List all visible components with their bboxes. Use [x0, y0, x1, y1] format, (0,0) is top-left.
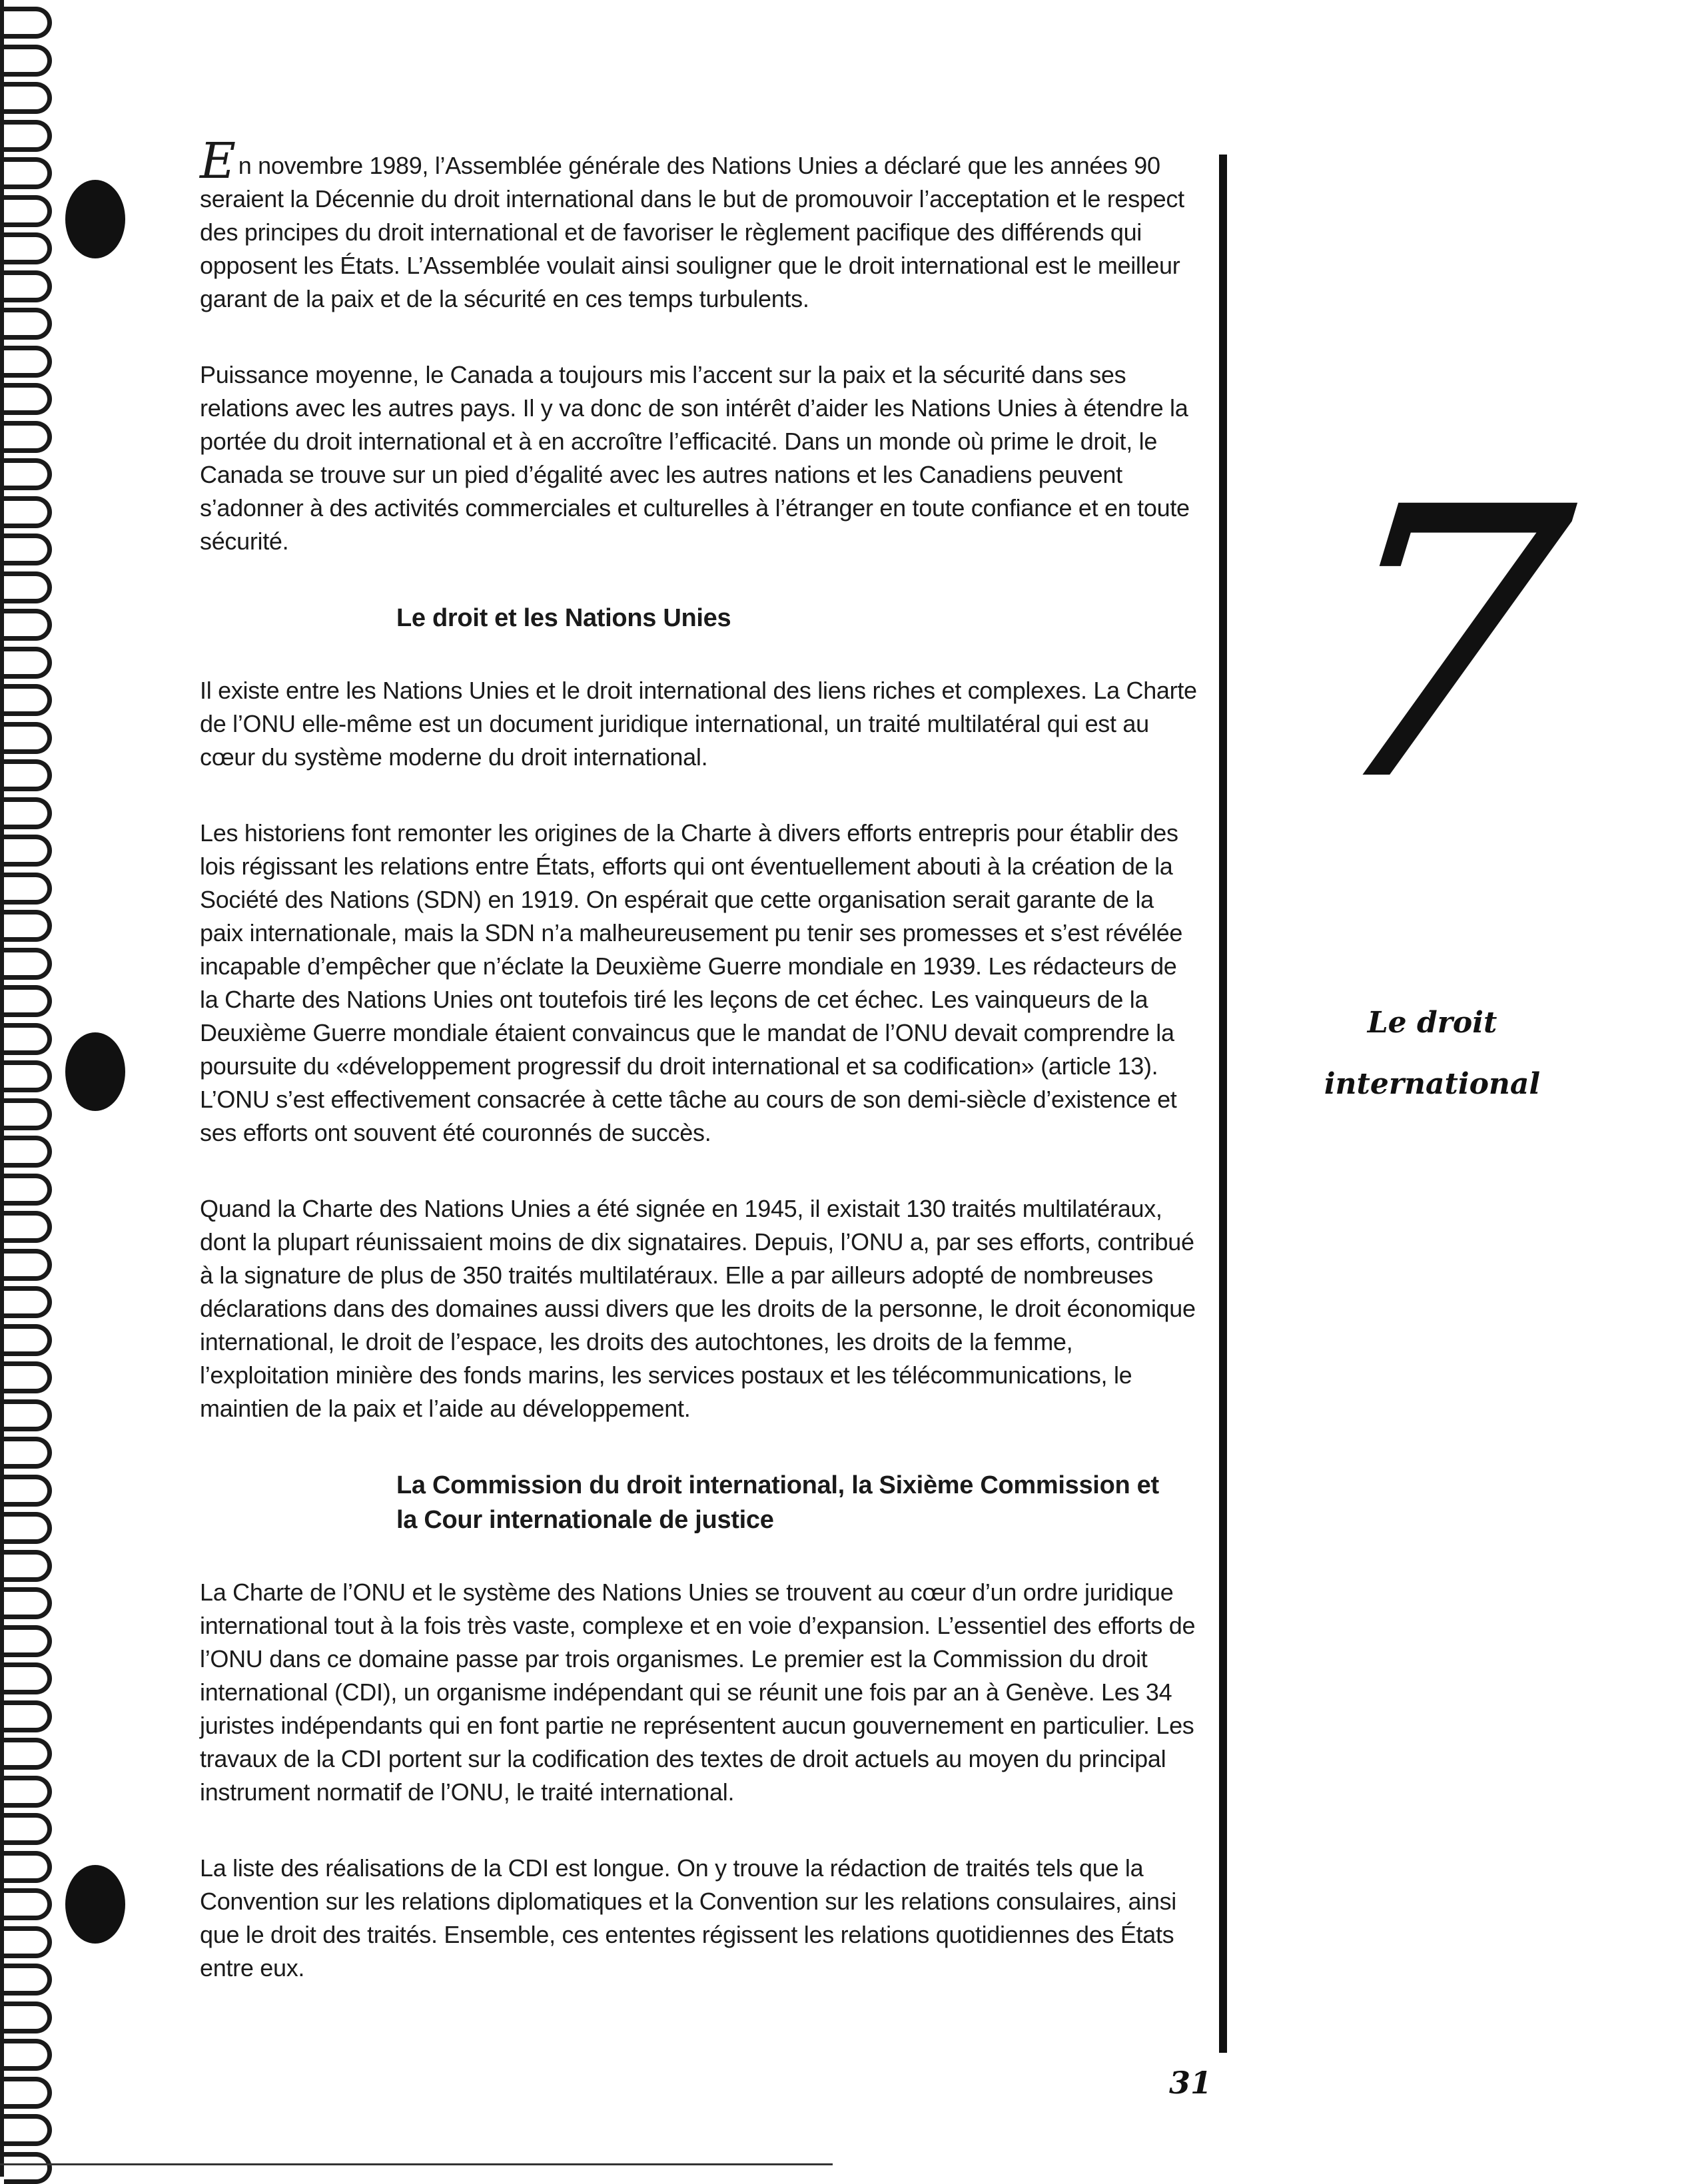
binding-coil: [4, 1700, 52, 1732]
binding-coil: [4, 1361, 52, 1393]
section1-paragraph-1: Il existe entre les Nations Unies et le droit international des liens riches et complexes. La Charte de l’ONU elle-même est un document juridique international, un traité multilatéral qui est au cœur du système moderne du droit international.: [200, 677, 1197, 771]
binding-coil: [4, 7, 52, 39]
binding-coil: [4, 1098, 52, 1130]
binding-coil: [4, 534, 52, 565]
binding-coil: [4, 722, 52, 754]
binding-coil: [4, 1060, 52, 1092]
binding-coil: [4, 647, 52, 679]
binding-coil: [4, 1437, 52, 1469]
binding-coil: [4, 496, 52, 528]
binding-coil: [4, 2039, 52, 2071]
binding-coil: [4, 1587, 52, 1619]
binding-coil: [4, 2152, 52, 2184]
binding-coil: [4, 45, 52, 77]
binding-coil: [4, 1023, 52, 1055]
punch-hole: [65, 1865, 125, 1944]
section-heading-droit-nations-unies: Le droit et les Nations Unies: [396, 604, 731, 632]
binding-coil: [4, 1888, 52, 1920]
binding-coil: [4, 835, 52, 867]
binding-coil: [4, 948, 52, 980]
binding-coil: [4, 2077, 52, 2109]
binding-coil: [4, 1926, 52, 1958]
binding-coil: [4, 2002, 52, 2033]
binding-coil: [4, 684, 52, 716]
binding-coil: [4, 1399, 52, 1431]
binding-coil: [4, 232, 52, 264]
binding-coil: [4, 1964, 52, 1996]
page-bottom-edge: [0, 2163, 833, 2165]
main-text-column: [200, 133, 1199, 2027]
binding-coil: [4, 1512, 52, 1544]
section2-paragraph-2: La liste des réalisations de la CDI est longue. On y trouve la rédaction de traités tels que la Convention sur les relations diplomatiques et la Convention sur les relations consulaires, ainsi que le droit des traités. Ensemble, ces ententes régissent les relations quotidiennes des États entre eux.: [200, 1854, 1176, 1982]
intro-paragraph-1-text: n novembre 1989, l’Assemblée générale des Nations Unies a déclaré que les années 90 seraient la Décennie du droit international dans le but de promouvoir l’acceptation et le respect des principes du droit international et de favoriser le règlement pacifique des différends qui opposent les États. L’Assemblée voulait ainsi souligner que le droit international est le meilleur garant de la paix et de la sécurité en ces temps turbulents.: [200, 152, 1184, 312]
punch-hole: [65, 1032, 125, 1111]
binding-coil: [4, 2114, 52, 2146]
binding-coil: [4, 759, 52, 791]
binding-coil: [4, 1662, 52, 1694]
section1-paragraph-2: Les historiens font remonter les origines de la Charte à divers efforts entrepris pour établir des lois régissant les relations entre États, efforts qui ont éventuellement abouti à la création de la Société des Nations (SDN) en 1919. On espérait que cette organisation serait garante de la paix internationale, mais la SDN n’a malheureusement pu tenir ses promesses et s’est révélée incapable d’empêcher que n’éclate la Deuxième Guerre mondiale en 1939. Les rédacteurs de la Charte des Nations Unies ont toutefois tiré les leçons de cet échec. Les vainqueurs de la Deuxième Guerre mondiale étaient convaincus que le mandat de l’ONU devait comprendre la poursuite du «développement progressif du droit international et sa codification» (article 13). L’ONU s’est effectivement consacrée à cette tâche au cours de son demi-siècle d’existence et ses efforts ont souvent été couronnés de succès.: [200, 819, 1183, 1146]
binding-coil: [4, 1550, 52, 1582]
spiral-binding: [0, 0, 73, 2179]
chapter-title: Le droit international: [1324, 1006, 1541, 1101]
binding-coil: [4, 1851, 52, 1883]
section-heading-commission: La Commission du droit international, la Sixième Commission et la Cour internationale de justice: [396, 1471, 1159, 1534]
binding-coil: [4, 458, 52, 490]
binding-coil: [4, 1813, 52, 1845]
vertical-rule: [1219, 155, 1227, 2053]
binding-coil: [4, 346, 52, 378]
binding-coil: [4, 1625, 52, 1657]
binding-coil: [4, 421, 52, 453]
binding-coil: [4, 1286, 52, 1318]
binding-coil: [4, 910, 52, 942]
binding-coil: [4, 157, 52, 189]
binding-coil: [4, 82, 52, 114]
binding-coil: [4, 1211, 52, 1243]
binding-coil: [4, 1174, 52, 1206]
binding-coil: [4, 797, 52, 829]
drop-cap: E: [200, 133, 236, 190]
section2-paragraph-1: La Charte de l’ONU et le système des Nations Unies se trouvent au cœur d’un ordre juridique international tout à la fois très vaste, complexe et en voie d’expansion. L’essentiel des efforts de l’ONU dans ce domaine passe par trois organismes. Le premier est la Commission du droit international (CDI), un organisme indépendant qui se réunit une fois par an à Genève. Les 34 juristes indépendants qui en font partie ne représentent aucun gouvernement en particulier. Les travaux de la CDI portent sur la codification des textes de droit actuels au moyen du principal instrument normatif de l’ONU, le traité international.: [200, 1579, 1196, 1806]
binding-coil: [4, 985, 52, 1017]
binding-coil: [4, 1475, 52, 1507]
punch-hole: [65, 180, 125, 258]
binding-coil: [4, 609, 52, 641]
page-number: 31: [1169, 2065, 1212, 2101]
binding-coil: [4, 120, 52, 152]
intro-paragraph-2: Puissance moyenne, le Canada a toujours mis l’accent sur la paix et la sécurité dans ses relations avec les autres pays. Il y va donc de son intérêt d’aider les Nations Unies à étendre la portée du droit international et à en accroître l’efficacité. Dans un monde où prime le droit, le Canada se trouve sur un pied d’égalité avec les autres nations et les Canadiens peuvent s’adonner à des activités commerciales et culturelles à l’étranger en toute confiance et en toute sécurité.: [200, 361, 1190, 555]
binding-coil: [4, 1738, 52, 1770]
binding-coil: [4, 195, 52, 227]
binding-coil: [4, 873, 52, 905]
binding-coil: [4, 270, 52, 302]
binding-coil: [4, 1776, 52, 1808]
binding-coil: [4, 1249, 52, 1281]
intro-paragraph-1: [200, 133, 1199, 316]
binding-coil: [4, 383, 52, 415]
binding-coil: [4, 571, 52, 603]
binding-coil: [4, 1324, 52, 1356]
binding-coil: [4, 308, 52, 340]
binding-coil: [4, 1136, 52, 1168]
section1-paragraph-3: Quand la Charte des Nations Unies a été signée en 1945, il existait 130 traités multilatéraux, dont la plupart réunissaient moins de dix signataires. Depuis, l’ONU a, par ses efforts, contribué à la signature de plus de 350 traités multilatéraux. Elle a par ailleurs adopté de nombreuses déclarations dans des domaines aussi divers que les droits de la personne, le droit économique international, le droit de l’espace, les droits des autochtones, les droits de la femme, l’exploitation minière des fonds marins, les services postaux et les télécommunications, le maintien de la paix et l’aide au développement.: [200, 1195, 1196, 1422]
chapter-number: 7: [1302, 429, 1586, 863]
